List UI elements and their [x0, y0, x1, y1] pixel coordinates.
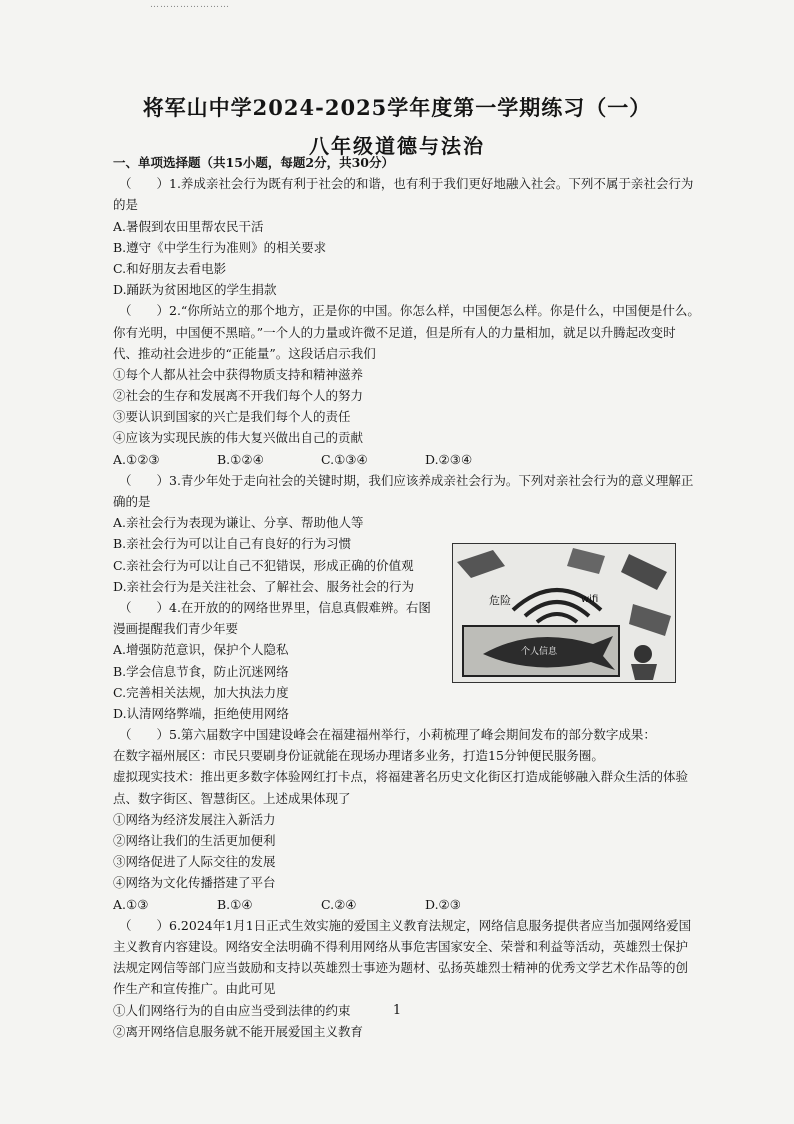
q3-option-b: B.亲社会行为可以让自己有良好的行为习惯: [113, 536, 352, 552]
q2-option-b: B.①②④: [217, 451, 264, 467]
q4-option-d: D.认清网络弊端，拒绝使用网络: [113, 705, 290, 721]
q4-stem-line2: 漫画提醒我们青少年要: [113, 621, 239, 637]
q2-stem-line2: 你有光明，中国便不黑暗。”一个人的力量或许微不足道，但是所有人的力量相加，就足以升腾起改变时: [113, 324, 676, 340]
q6-stem-line4: 作生产和宣传推广。由此可见: [113, 981, 276, 997]
q1-option-c: C.和好朋友去看电影: [113, 260, 227, 276]
q4-cartoon-image: [452, 543, 676, 683]
q3-stem-line1: （ ）3.青少年处于走向社会的关键时期，我们应该养成亲社会行为。下列对亲社会行为的意义理解正: [119, 472, 694, 488]
q5-statement-4: ④网络为文化传播搭建了平台: [113, 875, 276, 891]
q4-option-a: A.增强防范意识，保护个人隐私: [113, 642, 289, 658]
q6-statement-1: ①人们网络行为的自由应当受到法律的约束: [113, 1002, 351, 1018]
q5-option-d: D.②③: [425, 896, 461, 912]
q5-option-c: C.②④: [321, 896, 357, 912]
q2-option-d: D.②③④: [425, 451, 473, 467]
q3-option-d: D.亲社会行为是关注社会、了解社会、服务社会的行为: [113, 578, 415, 594]
q1-stem-line2: 的是: [113, 197, 139, 213]
q2-statement-3: ③要认识到国家的兴亡是我们每个人的责任: [113, 409, 351, 425]
page-number: 1: [392, 1003, 402, 1018]
q4-option-b: B.学会信息节食，防止沉迷网络: [113, 663, 289, 679]
q2-option-a: A.①②③: [113, 451, 160, 467]
q3-stem-line2: 确的是: [113, 494, 151, 509]
section-heading: 一、单项选择题（共15小题，每题2分，共30分）: [113, 155, 394, 170]
q4-option-c: C.完善相关法规，加大执法力度: [113, 684, 289, 700]
q2-options: [113, 449, 703, 470]
q6-stem-line3: 法规定网信等部门应当鼓励和支持以英雄烈士事迹为题材、弘扬英雄烈士精神的优秀文学艺术作品等的创: [113, 960, 689, 976]
q6-stem-line1: （ ）6.2024年1月1日正式生效实施的爱国主义教育法规定，网络信息服务提供者应当加强网络爱国: [119, 917, 692, 933]
exam-subtitle: 八年级道德与法治: [309, 134, 485, 158]
cartoon-label-danger: 危险: [489, 594, 511, 607]
q2-statement-2: ②社会的生存和发展离不开我们每个人的努力: [113, 388, 364, 404]
q2-stem-line1: （ ）2.“你所站立的那个地方，正是你的中国。你怎么样，中国便怎么样。你是什么，中国便是什么。: [119, 303, 700, 319]
header-mark: ……………………: [150, 0, 230, 10]
cartoon-label-personal-info: 个人信息: [521, 647, 558, 657]
q5-option-a: A.①③: [113, 896, 149, 912]
exam-title: 将军山中学2024-2025学年度第一学期练习（一）: [142, 95, 652, 120]
q5-statement-2: ②网络让我们的生活更加便利: [113, 833, 276, 848]
q1-stem-line1: （ ）1.养成亲社会行为既有利于社会的和谐，也有利于我们更好地融入社会。下列不属于亲社会行为: [119, 176, 694, 192]
q5-statement-1: ①网络为经济发展注入新活力: [113, 811, 276, 827]
q3-option-c: C.亲社会行为可以让自己不犯错误，形成正确的价值观: [113, 557, 414, 573]
q6-statement-2: ②离开网络信息服务就不能开展爱国主义教育: [113, 1023, 364, 1039]
q5-stem-line4: 点、数字街区、智慧街区。上述成果体现了: [113, 790, 351, 806]
q3-option-a: A.亲社会行为表现为谦让、分享、帮助他人等: [113, 515, 364, 531]
q5-stem-line3: 虚拟现实技术：推出更多数字体验网红打卡点，将福建著名历史文化街区打造成能够融入群众生活的体验: [113, 769, 689, 785]
cartoon-label-wifi: wifi: [581, 594, 599, 605]
q1-option-d: D.踊跃为贫困地区的学生捐款: [113, 282, 277, 298]
q2-statement-1: ①每个人都从社会中获得物质支持和精神滋养: [113, 366, 364, 382]
q5-stem-line2: 在数字福州展区：市民只要刷身份证就能在现场办理诸多业务，打造15分钟便民服务圈。: [113, 748, 604, 764]
q5-option-b: B.①④: [217, 896, 253, 912]
q5-stem-line1: （ ）5.第六届数字中国建设峰会在福建福州举行，小莉梳理了峰会期间发布的部分数字成果：: [119, 727, 656, 743]
q5-statement-3: ③网络促进了人际交往的发展: [113, 854, 276, 870]
q6-stem-line2: 主义教育内容建设。网络安全法明确不得利用网络从事危害国家安全、荣誉和利益等活动，英雄烈士保护: [113, 938, 689, 954]
q2-stem-line3: 代、推动社会进步的“正能量”。这段话启示我们: [113, 345, 376, 361]
q1-option-a: A.暑假到农田里帮农民干活: [113, 218, 264, 234]
q5-options: [113, 894, 703, 915]
q2-option-c: C.①③④: [321, 451, 368, 467]
q2-statement-4: ④应该为实现民族的伟大复兴做出自己的贡献: [113, 430, 364, 446]
q4-stem-line1: （ ）4.在开放的的网络世界里，信息真假难辨。右图: [119, 599, 431, 615]
q1-option-b: B.遵守《中学生行为准则》的相关要求: [113, 239, 327, 255]
